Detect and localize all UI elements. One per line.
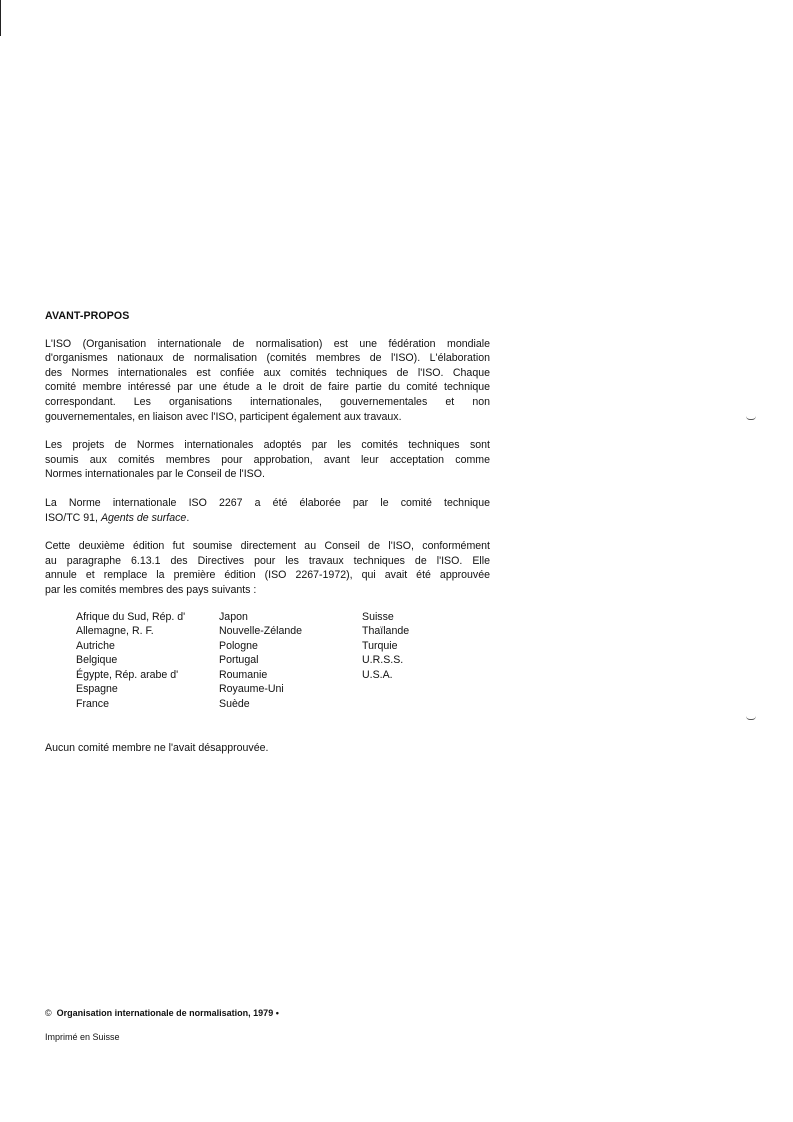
country-item: Japon	[219, 610, 248, 623]
country-item: Pologne	[219, 639, 258, 652]
text-line: soumis aux comités membres pour approbation, avant leur acceptation comme	[45, 453, 490, 466]
country-item: Portugal	[219, 654, 259, 667]
country-item: Allemagne, R. F.	[76, 625, 154, 638]
paragraph-iso-2267	[45, 496, 490, 525]
page-edge-mark	[0, 0, 1, 36]
country-item: Belgique	[76, 654, 118, 667]
text-line: L'ISO (Organisation internationale de normalisation) est une fédération mondiale	[45, 337, 490, 350]
text-line: des Normes internationales est confiée aux comités techniques de l'ISO. Chaque	[45, 366, 490, 379]
country-item: Suisse	[362, 610, 394, 623]
text-line: par les comités membres des pays suivants :	[45, 583, 257, 596]
text-line: correspondant. Les organisations internationales, gouvernementales et non	[45, 395, 490, 408]
country-item: Égypte, Rép. arabe d'	[76, 668, 179, 681]
countries-column-1	[76, 610, 185, 712]
scan-mark	[746, 416, 756, 420]
country-item: U.R.S.S.	[362, 654, 404, 667]
country-item: France	[76, 698, 109, 711]
approving-countries-list	[76, 610, 490, 714]
paragraph-draft-standards	[45, 438, 490, 482]
text-line: annule et remplace la première édition (ISO 2267-1972), qui avait été approuvée	[45, 569, 490, 582]
text-line: au paragraphe 6.13.1 des Directives pour les travaux techniques de l'ISO. Elle	[45, 554, 490, 567]
committee-name: Agents de surface	[100, 511, 187, 524]
closing-statement: Aucun comité membre ne l'avait désapprouvée.	[45, 741, 269, 754]
scan-mark	[746, 716, 756, 720]
text-line: La Norme internationale ISO 2267 a été élaborée par le comité technique	[45, 496, 490, 509]
text-line: Normes internationales par le Conseil de l'ISO.	[45, 468, 265, 481]
text-line: gouvernementales, en liaison avec l'ISO, participent également aux travaux.	[45, 410, 402, 423]
paragraph-iso-intro	[45, 337, 490, 425]
text-line: Cette deuxième édition fut soumise directement au Conseil de l'ISO, conformément	[45, 540, 490, 553]
text-line: comité membre intéressé par une étude a le droit de faire partie du comité technique	[45, 381, 490, 394]
punctuation: .	[186, 511, 190, 524]
country-item: Roumanie	[219, 668, 268, 681]
country-item: Afrique du Sud, Rép. d'	[76, 610, 186, 623]
country-item: Nouvelle-Zélande	[219, 625, 303, 638]
text-line: Les projets de Normes internationales adoptés par les comités techniques sont	[45, 439, 490, 452]
copyright-notice	[45, 1008, 279, 1018]
country-item: Suède	[219, 698, 250, 711]
copyright-icon: ©	[45, 1008, 52, 1018]
country-item: U.S.A.	[362, 668, 393, 681]
countries-column-3	[362, 610, 409, 683]
foreword-section	[45, 309, 490, 755]
copyright-text: Organisation internationale de normalisation, 1979 •	[56, 1008, 279, 1018]
country-item: Turquie	[362, 639, 398, 652]
paragraph-second-edition	[45, 539, 490, 597]
printed-in-notice: Imprimé en Suisse	[45, 1032, 120, 1042]
countries-column-2	[219, 610, 302, 712]
text-line: d'organismes nationaux de normalisation (comités membres de l'ISO). L'élaboration	[45, 352, 490, 365]
country-item: Royaume-Uni	[219, 683, 284, 696]
country-item: Thaïlande	[362, 625, 410, 638]
committee-reference: ISO/TC 91,	[45, 511, 101, 524]
foreword-heading: AVANT-PROPOS	[45, 310, 130, 322]
text-line	[45, 511, 490, 526]
country-item: Autriche	[76, 639, 115, 652]
country-item: Espagne	[76, 683, 118, 696]
